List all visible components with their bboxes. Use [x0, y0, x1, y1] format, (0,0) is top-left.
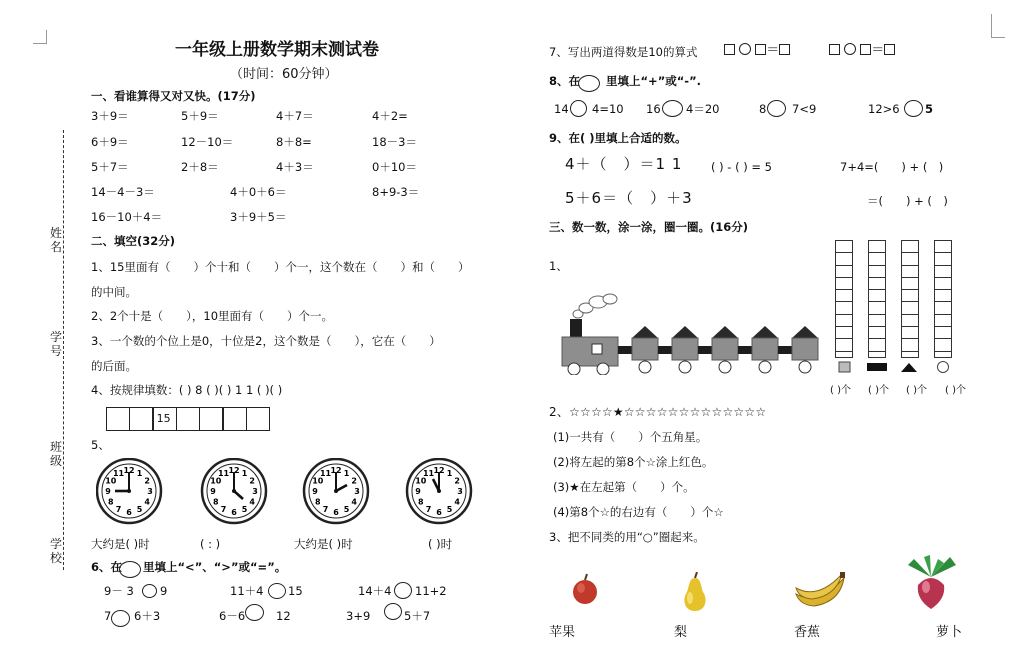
- clock-4: [407, 459, 471, 523]
- clock-numeral: 6: [333, 508, 339, 517]
- clock-numeral: 10: [415, 476, 427, 486]
- section6-heading-b: 里填上“<”、“>”或“=”。: [143, 560, 287, 574]
- op-left: 12>6: [868, 102, 900, 116]
- clock-numeral: 11: [112, 468, 125, 478]
- clock-numeral: 8: [315, 497, 321, 507]
- radish-label: 萝卜: [936, 625, 963, 640]
- equals-sign: ＝: [871, 43, 885, 58]
- star-row: 2、☆☆☆☆★☆☆☆☆☆☆☆☆☆☆☆☆☆: [549, 405, 767, 419]
- clock-numeral: 6: [436, 508, 442, 517]
- compare-left: 3+9: [346, 609, 371, 623]
- section3-heading: 三、数一数，涂一涂，圈一圈。(16分): [549, 220, 749, 234]
- op-left: 16: [646, 102, 661, 116]
- clock-numeral: 7: [115, 505, 122, 515]
- number-box[interactable]: [246, 407, 270, 431]
- clock-numeral: 4: [144, 497, 150, 507]
- banana-icon[interactable]: [792, 572, 848, 610]
- compare-right: 15: [288, 584, 303, 598]
- clock-numeral: 3: [252, 487, 258, 496]
- number-box[interactable]: [199, 407, 223, 431]
- op-left: 8: [759, 102, 767, 116]
- clock-numeral: 4: [249, 497, 255, 507]
- coloring-column[interactable]: [868, 240, 886, 358]
- blank-box[interactable]: [779, 44, 790, 55]
- clock-numeral: 9: [415, 487, 421, 496]
- rectangle-shape: [867, 363, 887, 371]
- op-right: 4=10: [592, 102, 624, 116]
- compare-circle[interactable]: [394, 582, 412, 599]
- compare-circle[interactable]: [245, 604, 264, 621]
- clock-group: [96, 458, 476, 528]
- q3-line1: 3、一个数的个位上是0，十位是2，这个数是（ ），它在（ ）: [91, 334, 441, 348]
- square-shape: [839, 362, 850, 372]
- wagon-2: [672, 326, 698, 373]
- clock-numeral: 10: [105, 476, 117, 486]
- compare-right: 9: [160, 584, 168, 598]
- section6-heading-a: 6、在: [91, 560, 123, 574]
- compare-right: 5＋7: [404, 609, 431, 623]
- coloring-column[interactable]: [901, 240, 919, 358]
- wagon-4: [752, 326, 778, 373]
- clock-numeral: 5: [446, 505, 453, 515]
- compare-circle[interactable]: [142, 584, 157, 598]
- section2-heading: 二、填空(32分): [91, 234, 176, 248]
- arithmetic-item: 5＋9＝: [181, 109, 219, 123]
- locomotive: [562, 337, 618, 366]
- apple-label: 苹果: [549, 625, 576, 640]
- clock-numeral: 1: [446, 468, 453, 478]
- clock1-answer: 大约是( )时: [91, 537, 150, 551]
- clock-numeral: 9: [312, 487, 318, 496]
- arithmetic-item: 6＋9＝: [91, 135, 129, 149]
- section9-heading: 9、在( )里填上合适的数。: [549, 131, 687, 145]
- clock-numeral: 1: [136, 468, 143, 478]
- clock-2: [202, 459, 266, 523]
- compare-right: 11+2: [415, 584, 447, 598]
- clock-numeral: 7: [425, 505, 432, 515]
- side-label-name: 姓名: [50, 226, 63, 254]
- q9-row2-a: 5＋6＝（ ）＋3: [565, 189, 693, 207]
- section8-heading-b: 里填上“+”或“-”.: [606, 74, 702, 88]
- clock-numeral: 7: [220, 505, 227, 515]
- compare-right: 12: [276, 609, 291, 623]
- operator-circle[interactable]: [578, 75, 600, 92]
- arithmetic-item: 18－3＝: [372, 135, 417, 149]
- compare-circle[interactable]: [268, 583, 286, 599]
- q3-2-p4: (4)第8个☆的右边有（ ）个☆: [553, 505, 724, 519]
- section8-heading-a: 8、在: [549, 74, 581, 88]
- op-right: 5: [925, 102, 934, 116]
- q9-row1-c: 7+4=( ) + ( ): [840, 160, 944, 174]
- blank-box[interactable]: [724, 44, 735, 55]
- number-box-value: 15: [156, 412, 171, 425]
- clock-numeral: 7: [322, 505, 329, 515]
- side-label-class: 班级: [50, 440, 63, 468]
- blank-box[interactable]: [860, 44, 871, 55]
- count-answer: ( )个: [830, 385, 851, 396]
- arithmetic-item: 4＋0＋6＝: [230, 185, 287, 199]
- coloring-column[interactable]: [835, 240, 853, 358]
- arithmetic-item: 5＋7＝: [91, 160, 129, 174]
- compare-right: 6＋3: [134, 609, 161, 623]
- q7-equation-1: [724, 43, 790, 58]
- q3-1-label: 1、: [549, 259, 568, 273]
- arithmetic-item: 4＋2=: [372, 109, 408, 123]
- clock-numeral: 5: [241, 505, 248, 515]
- wagon-5: [792, 326, 818, 373]
- arithmetic-item: 3＋9＋5＝: [230, 210, 287, 224]
- compare-left: 11＋4: [230, 584, 264, 598]
- train-picture: [558, 290, 830, 375]
- arithmetic-item: 4＋3＝: [276, 160, 314, 174]
- clock-numeral: 9: [105, 487, 111, 496]
- operator-circle[interactable]: [767, 100, 786, 117]
- compare-left: 14＋4: [358, 584, 392, 598]
- clock-numeral: 4: [351, 497, 357, 507]
- apple-icon[interactable]: [570, 570, 600, 610]
- clock-numeral: 9: [210, 487, 216, 496]
- clock-numeral: 2: [454, 476, 460, 486]
- wagon-3: [712, 326, 738, 373]
- number-box[interactable]: [153, 407, 177, 431]
- clock-numeral: 3: [354, 487, 360, 496]
- clock-numeral: 1: [343, 468, 350, 478]
- blank-box[interactable]: [829, 44, 840, 55]
- triangle-shape: [901, 363, 917, 372]
- blank-circle[interactable]: [739, 43, 751, 55]
- clock-numeral: 6: [231, 508, 237, 517]
- clock-numeral: 12: [123, 466, 135, 475]
- clock-numeral: 5: [343, 505, 350, 515]
- blank-box[interactable]: [884, 44, 895, 55]
- compare-left: 6－6: [219, 609, 246, 623]
- arithmetic-item: 8+9-3＝: [372, 185, 420, 199]
- q4-text: 4、按规律填数：( ) 8 ( )( ) 1 1 ( )( ): [91, 383, 283, 397]
- number-box[interactable]: [176, 407, 200, 431]
- q3-2-p3: (3)★在左起第（ ）个。: [553, 480, 695, 494]
- side-label-id: 学号: [50, 330, 63, 358]
- blank-circle[interactable]: [844, 43, 856, 55]
- shape-legend: [835, 360, 960, 374]
- count-answer: ( )个: [906, 385, 927, 396]
- arithmetic-item: 14－4－3＝: [91, 185, 155, 199]
- clock-numeral: 1: [241, 468, 248, 478]
- coloring-column[interactable]: [934, 240, 952, 358]
- radish-icon[interactable]: [900, 555, 962, 615]
- arithmetic-item: 0＋10＝: [372, 160, 417, 174]
- blank-box[interactable]: [755, 44, 766, 55]
- arithmetic-item: 2＋8＝: [181, 160, 219, 174]
- section1-heading: 一、看谁算得又对又快。(17分): [91, 89, 256, 103]
- number-box[interactable]: [223, 407, 247, 431]
- arithmetic-item: 4＋7＝: [276, 109, 314, 123]
- q2-text: 2、2个十是（ ），10里面有（ ）个一。: [91, 309, 334, 323]
- count-answer: ( )个: [945, 385, 966, 396]
- clock-numeral: 2: [351, 476, 357, 486]
- chimney: [570, 319, 582, 338]
- clock-numeral: 4: [454, 497, 460, 507]
- operator-circle[interactable]: [662, 100, 683, 117]
- clock-numeral: 2: [144, 476, 150, 486]
- compare-circle[interactable]: [111, 610, 130, 627]
- pear-icon[interactable]: [678, 572, 712, 614]
- clock-numeral: 6: [126, 508, 132, 517]
- compare-left: 7: [104, 609, 112, 623]
- q1-line1: 1、15里面有（ ）个十和（ ）个一，这个数在（ ）和（ ）: [91, 260, 470, 274]
- clock-numeral: 3: [457, 487, 463, 496]
- clock-numeral: 2: [249, 476, 255, 486]
- arithmetic-item: 12－10＝: [181, 135, 234, 149]
- q3-2-p1: (1)一共有（ ）个五角星。: [553, 430, 708, 444]
- page-subtitle: （时间：60分钟）: [230, 67, 338, 82]
- clock-numeral: 8: [418, 497, 424, 507]
- clock-numeral: 11: [319, 468, 332, 478]
- q3-line2: 的后面。: [91, 359, 137, 373]
- arithmetic-item: 8＋8=: [276, 135, 312, 149]
- clock-numeral: 12: [330, 466, 342, 475]
- corner-mark: [33, 30, 47, 44]
- arithmetic-item: 16－10＋4＝: [91, 210, 163, 224]
- clock4-answer: ( )时: [428, 537, 453, 551]
- clock-numeral: 3: [147, 487, 153, 496]
- wagon-1: [632, 326, 658, 373]
- clock-numeral: 8: [108, 497, 114, 507]
- clock-numeral: 8: [213, 497, 219, 507]
- clock-numeral: 12: [433, 466, 445, 475]
- pear-label: 梨: [674, 625, 688, 640]
- q9-row2-c: ＝( ) + ( ): [867, 194, 948, 208]
- number-box[interactable]: [129, 407, 153, 431]
- equals-sign: ＝: [766, 43, 780, 58]
- clock-numeral: 11: [217, 468, 230, 478]
- clock-numeral: 12: [228, 466, 240, 475]
- q9-row1-a: 4＋（ ）＝1 1: [565, 155, 683, 173]
- arithmetic-item: 3＋9＝: [91, 109, 129, 123]
- clock3-answer: 大约是( )时: [294, 537, 353, 551]
- clock-3: [304, 459, 368, 523]
- op-right: 4＝20: [686, 102, 720, 116]
- clock-numeral: 11: [422, 468, 435, 478]
- count-answer: ( )个: [868, 385, 889, 396]
- smoke: [573, 294, 617, 318]
- clock2-answer: ( : ): [200, 537, 221, 551]
- clock-1: [97, 459, 161, 523]
- q5-text: 5、: [91, 438, 110, 452]
- banana-label: 香蕉: [794, 625, 821, 640]
- operator-circle[interactable]: [570, 100, 587, 117]
- q7-equation-2: [829, 43, 895, 58]
- op-right: 7<9: [792, 102, 817, 116]
- q3-3-text: 3、把不同类的用“○”圈起来。: [549, 530, 705, 544]
- q9-row1-b: ( ) - ( ) = 5: [711, 160, 772, 174]
- q7-text: 7、写出两道得数是10的算式: [549, 45, 698, 59]
- corner-mark: [991, 14, 1005, 38]
- circle-shape: [938, 362, 949, 373]
- compare-left: 9－ 3: [104, 584, 134, 598]
- number-box[interactable]: [106, 407, 130, 431]
- q3-2-p2: (2)将左起的第8个☆涂上红色。: [553, 455, 714, 469]
- operator-circle[interactable]: [904, 100, 923, 117]
- side-label-school: 学校: [50, 537, 63, 565]
- op-left: 14: [554, 102, 569, 116]
- compare-circle[interactable]: [119, 561, 141, 578]
- compare-circle[interactable]: [384, 603, 402, 620]
- clock-numeral: 10: [210, 476, 222, 486]
- clock-numeral: 5: [136, 505, 143, 515]
- page-title: 一年级上册数学期末测试卷: [175, 40, 379, 60]
- clock-numeral: 10: [312, 476, 324, 486]
- q1-line2: 的中间。: [91, 285, 137, 299]
